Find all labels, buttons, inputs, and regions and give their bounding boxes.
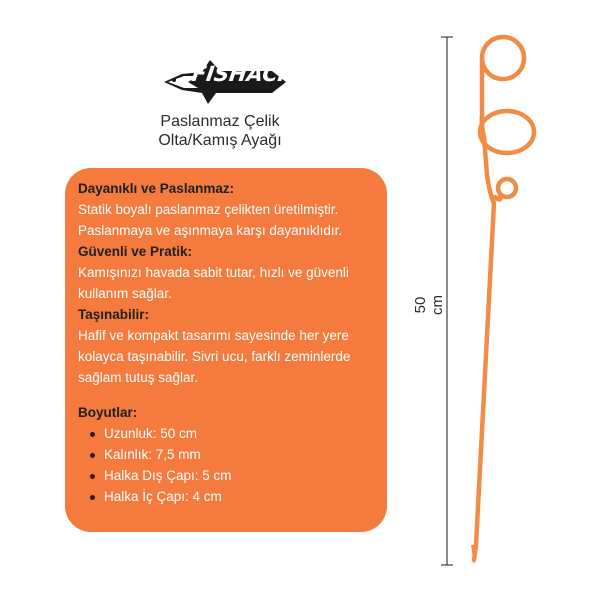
section-text-safe: Kamışınızı havada sabit tutar, hızlı ve güvenli kullanım sağlar. bbox=[78, 265, 349, 301]
brand-logo-text: FISHACK bbox=[190, 62, 296, 86]
feature-card bbox=[65, 168, 387, 532]
spec-item: Kalınlık: 7,5 mm bbox=[90, 444, 377, 465]
spec-item: Uzunluk: 50 cm bbox=[90, 423, 377, 444]
product-title bbox=[130, 112, 310, 150]
section-text-durable: Statik boyalı paslanmaz çelikten üretilmiştir. Paslanmaya ve aşınmaya karşı dayanıklıdır. bbox=[78, 202, 343, 238]
product-title-line2: Olta/Kamış Ayağı bbox=[158, 132, 282, 149]
rod-tip bbox=[471, 545, 478, 565]
length-label: 50 cm bbox=[412, 295, 446, 315]
middle-ring bbox=[480, 111, 534, 153]
section-text-portable: Hafif ve kompakt tasarımı sayesinde her yere kolayca taşınabilir. Sivri ucu, farklı zeminlerde sağlam tutuş sağlar. bbox=[78, 328, 351, 385]
product-title-line1: Paslanmaz Çelik bbox=[160, 113, 280, 130]
specs-heading: Boyutlar: bbox=[78, 405, 138, 420]
section-heading-safe: Güvenli ve Pratik: bbox=[78, 244, 193, 259]
spec-item: Halka Dış Çapı: 5 cm bbox=[90, 465, 377, 486]
section-heading-portable: Taşınabilir: bbox=[78, 307, 150, 322]
top-ring bbox=[482, 37, 524, 79]
section-heading-durable: Dayanıklı ve Paslanmaz: bbox=[78, 181, 235, 196]
rod-shaft bbox=[474, 58, 494, 560]
specs-list bbox=[78, 423, 377, 507]
spec-item: Halka İç Çapı: 4 cm bbox=[90, 486, 377, 507]
